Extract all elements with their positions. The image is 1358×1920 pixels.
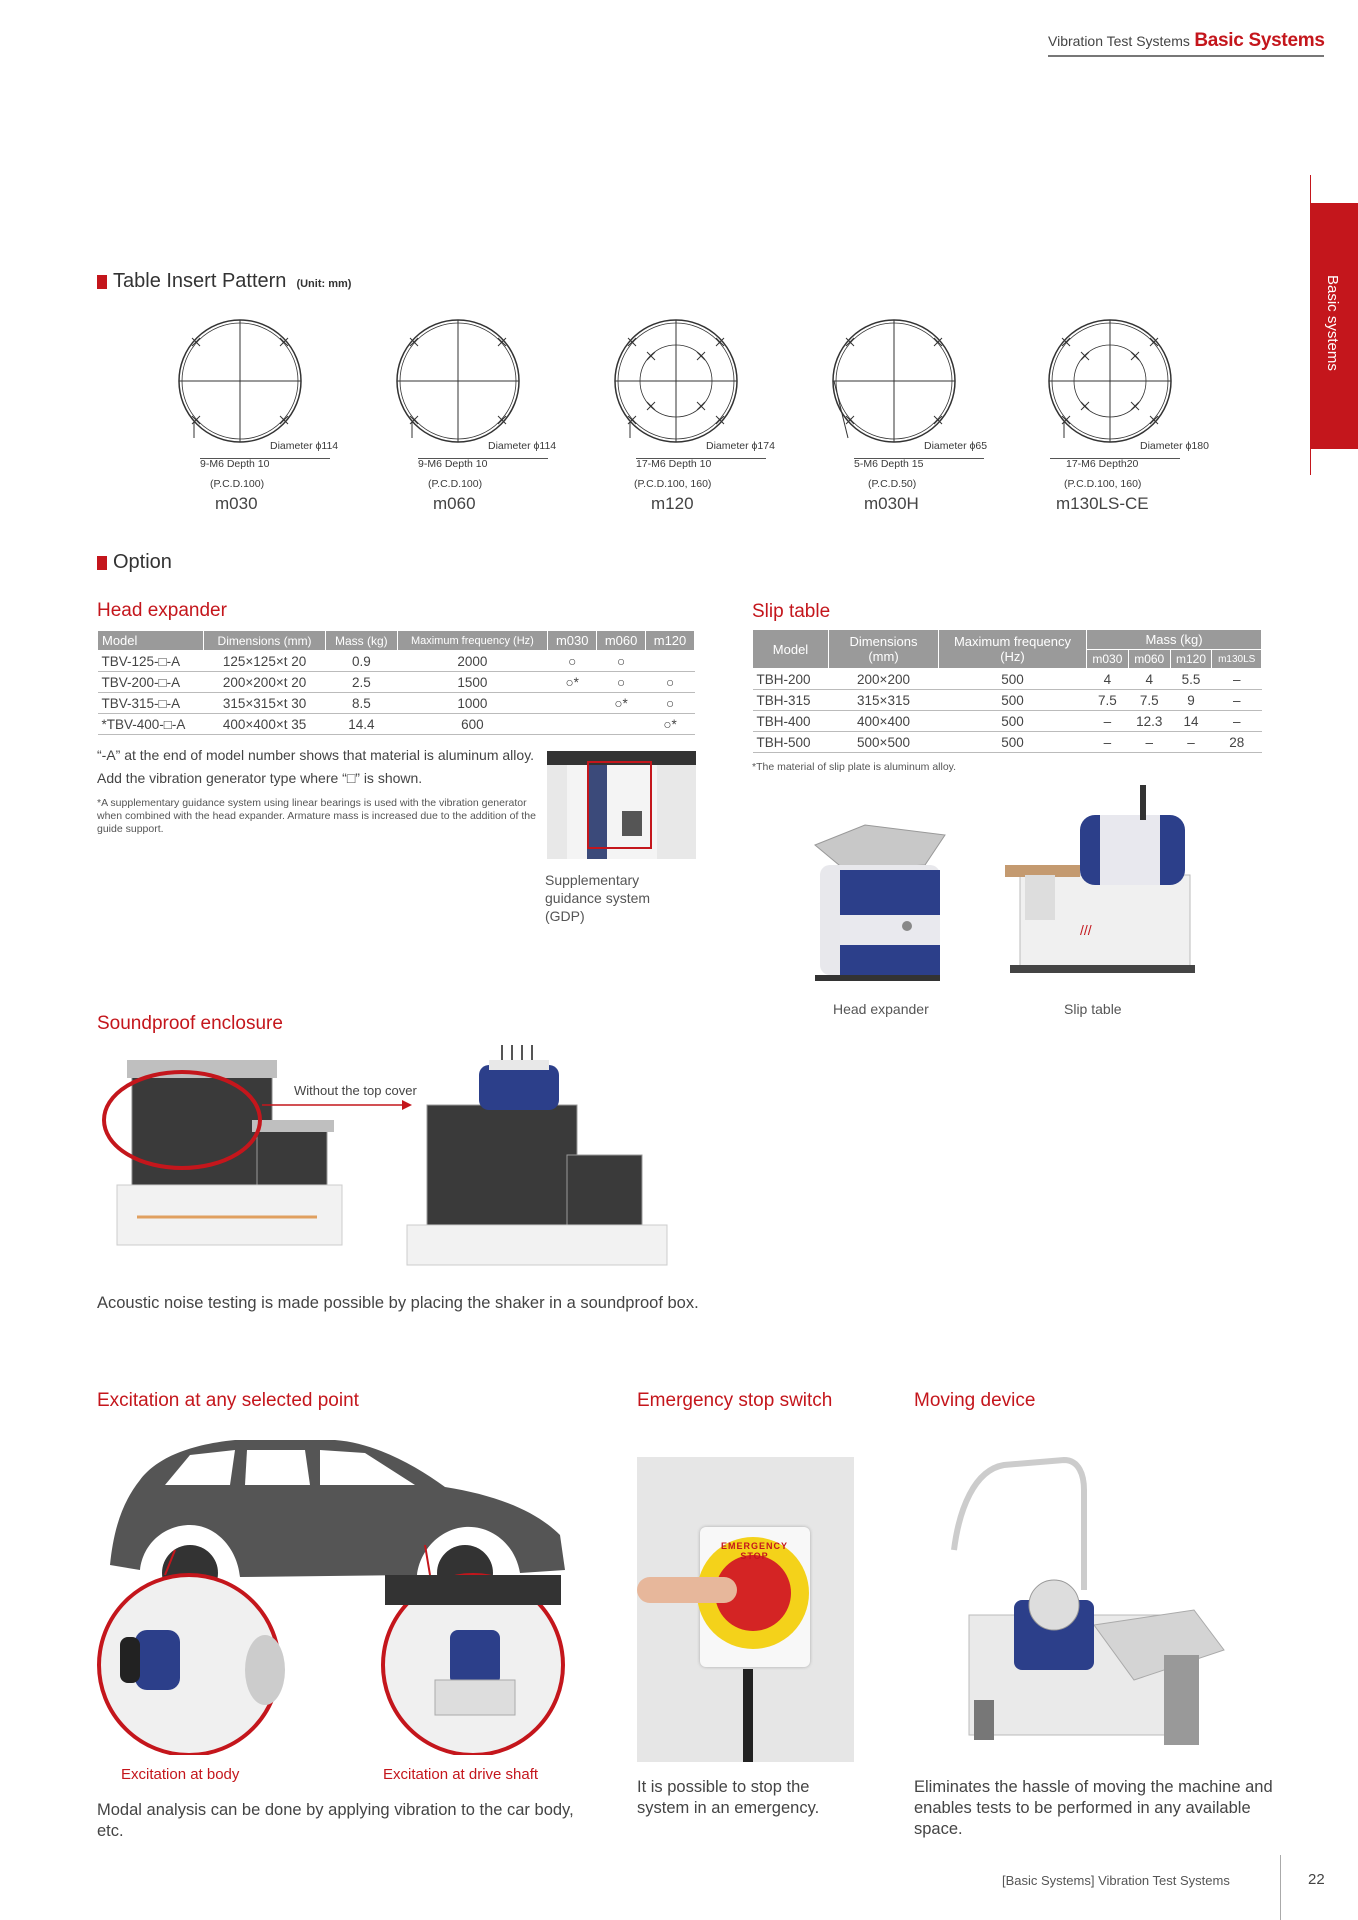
slip-table-image: [1000, 775, 1200, 990]
pattern-m120-name: m120: [651, 494, 694, 513]
cell-m030: [548, 693, 597, 714]
footer-text: [Basic Systems] Vibration Test Systems: [1002, 1873, 1230, 1888]
cell-model: TBH-315: [753, 690, 829, 711]
head-expander-title: Head expander: [97, 600, 227, 621]
cell-m120: ○*: [646, 714, 695, 735]
pattern-m130ls: [1040, 318, 1240, 518]
cell-m030: 7.5: [1087, 690, 1129, 711]
table-row: [98, 693, 695, 714]
cell-m120: 14: [1170, 711, 1212, 732]
col-m060: m060: [597, 631, 646, 651]
col-m120: m120: [1170, 650, 1212, 669]
svg-text:///: ///: [1080, 922, 1092, 938]
soundproof-image: [97, 1045, 697, 1270]
table-row: [98, 651, 695, 672]
cell-m120: –: [1170, 732, 1212, 753]
cell-m120: ○: [646, 672, 695, 693]
pattern-m060-drawing: [388, 318, 538, 448]
header-rule: [1048, 55, 1324, 57]
cell-m030: –: [1087, 732, 1129, 753]
col-mass: Mass (kg): [1087, 630, 1262, 650]
cell-dim: 125×125×t 20: [203, 651, 325, 672]
col-dimensions: Dimensions (mm): [203, 631, 325, 651]
cell-m030: 4: [1087, 669, 1129, 690]
pattern-m130ls-name: m130LS-CE: [1056, 494, 1149, 513]
moving-image: [914, 1450, 1234, 1760]
pattern-m130ls-holes: 17-M6 Depth20: [1066, 458, 1139, 470]
side-tab-label: Basic systems: [1324, 275, 1341, 371]
excitation-image: [95, 1425, 575, 1755]
cell-freq: 500: [939, 690, 1087, 711]
pattern-m030-holes: 9-M6 Depth 10: [200, 458, 270, 470]
cell-model: TBH-400: [753, 711, 829, 732]
cell-m060: ○: [597, 651, 646, 672]
cell-m060: 12.3: [1128, 711, 1170, 732]
pattern-m030h-pcd: (P.C.D.50): [868, 478, 917, 490]
head-expander-image: [805, 820, 950, 990]
emergency-label: EMERGENCY STOP: [720, 1541, 788, 1561]
cell-m030: ○*: [548, 672, 597, 693]
header-series: Vibration Test Systems: [1048, 33, 1190, 49]
cell-m130ls: –: [1212, 669, 1262, 690]
cell-freq: 2000: [397, 651, 548, 672]
col-mass: Mass (kg): [326, 631, 397, 651]
soundproof-annotation: Without the top cover: [294, 1083, 417, 1098]
cell-model: TBV-200-□-A: [98, 672, 204, 693]
pattern-m030-diameter: Diameter ϕ114: [270, 440, 339, 452]
pattern-m120-drawing: [606, 318, 756, 448]
pattern-m120-pcd: (P.C.D.100, 160): [634, 478, 712, 490]
pattern-m030h: [824, 318, 1004, 518]
pattern-m030h-drawing: [824, 318, 974, 448]
table-row: [753, 711, 1262, 732]
cell-m120: ○: [646, 693, 695, 714]
head-expander-caption: Head expander: [833, 1001, 929, 1017]
option-title-text: Option: [113, 551, 172, 573]
cell-freq: 1000: [397, 693, 548, 714]
cell-freq: 600: [397, 714, 548, 735]
table-row: [98, 672, 695, 693]
pattern-m060-name: m060: [433, 494, 476, 513]
slip-table-title: Slip table: [752, 601, 831, 622]
insert-pattern-title-text: Table Insert Pattern: [113, 270, 287, 292]
col-model: Model: [98, 631, 204, 651]
cell-m060: 7.5: [1128, 690, 1170, 711]
pattern-m130ls-drawing: [1040, 318, 1190, 448]
cell-dim: 315×315: [829, 690, 939, 711]
cell-dim: 400×400: [829, 711, 939, 732]
cell-m130ls: –: [1212, 711, 1262, 732]
col-m060: m060: [1128, 650, 1170, 669]
excitation-shaft-caption: Excitation at drive shaft: [383, 1766, 539, 1783]
pattern-m060: [388, 318, 568, 518]
table-row: [753, 732, 1262, 753]
pattern-m060-diameter: Diameter ϕ114: [488, 440, 557, 452]
soundproof-title: Soundproof enclosure: [97, 1013, 283, 1034]
excitation-text: Modal analysis can be done by applying vibration to the car body, etc.: [97, 1801, 574, 1840]
cell-mass: 8.5: [326, 693, 397, 714]
table-row: [753, 669, 1262, 690]
cell-dim: 400×400×t 35: [203, 714, 325, 735]
moving-title: Moving device: [914, 1390, 1036, 1411]
section-marker: [97, 275, 107, 289]
cell-model: TBH-200: [753, 669, 829, 690]
cell-m060: ○*: [597, 693, 646, 714]
col-m130ls: m130LS: [1212, 650, 1262, 669]
pattern-m120-holes: 17-M6 Depth 10: [636, 458, 712, 470]
cell-m060: ○: [597, 672, 646, 693]
cell-freq: 1500: [397, 672, 548, 693]
cell-m060: 4: [1128, 669, 1170, 690]
pattern-m120-diameter: Diameter ϕ174: [706, 440, 775, 452]
cell-m030: –: [1087, 711, 1129, 732]
cell-freq: 500: [939, 669, 1087, 690]
cell-freq: 500: [939, 732, 1087, 753]
cell-m130ls: –: [1212, 690, 1262, 711]
head-expander-note1: “-A” at the end of model number shows that material is aluminum alloy.: [97, 747, 535, 763]
excitation-title: Excitation at any selected point: [97, 1390, 359, 1411]
cell-model: TBH-500: [753, 732, 829, 753]
pattern-m030: [170, 318, 350, 518]
table-row: [98, 714, 695, 735]
cell-freq: 500: [939, 711, 1087, 732]
cell-model: *TBV-400-□-A: [98, 714, 204, 735]
cell-m120: 9: [1170, 690, 1212, 711]
cell-m030: ○: [548, 651, 597, 672]
insert-pattern-title: [97, 270, 351, 293]
pattern-m030-drawing: [170, 318, 320, 448]
gdp-caption: Supplementary guidance system (GDP): [545, 872, 651, 924]
col-m030: m030: [548, 631, 597, 651]
moving-text: Eliminates the hassle of moving the machine and enables tests to be performed in any available space.: [914, 1778, 1273, 1838]
cell-dim: 500×500: [829, 732, 939, 753]
slip-table-table: [752, 629, 1262, 753]
head-expander-footnote: *A supplementary guidance system using linear bearings is used with the vibration generator when combined with the head expander. Armature mass is increased due to the addition of the guide support.: [97, 797, 536, 835]
pattern-m060-pcd: (P.C.D.100): [428, 478, 483, 490]
table-row: [753, 690, 1262, 711]
slip-table-note: *The material of slip plate is aluminum alloy.: [752, 761, 957, 773]
col-model: Model: [753, 630, 829, 669]
cell-m060: –: [1128, 732, 1170, 753]
cell-model: TBV-125-□-A: [98, 651, 204, 672]
cell-dim: 200×200: [829, 669, 939, 690]
pattern-m030-name: m030: [215, 494, 258, 513]
footer-divider: [1280, 1855, 1281, 1920]
pattern-m120: [606, 318, 786, 518]
pattern-m030h-name: m030H: [864, 494, 919, 513]
cell-mass: 0.9: [326, 651, 397, 672]
page-number: 22: [1308, 1871, 1325, 1888]
emergency-image: [637, 1457, 854, 1762]
pattern-m060-holes: 9-M6 Depth 10: [418, 458, 488, 470]
soundproof-text: Acoustic noise testing is made possible by placing the shaker in a soundproof box.: [97, 1294, 699, 1312]
slip-table-caption: Slip table: [1064, 1001, 1122, 1017]
pattern-m030h-diameter: Diameter ϕ65: [924, 440, 988, 452]
insert-pattern-unit: (Unit: mm): [296, 277, 352, 290]
emergency-text: It is possible to stop the system in an emergency.: [637, 1778, 820, 1817]
cell-mass: 2.5: [326, 672, 397, 693]
col-frequency: Maximum frequency (Hz): [939, 630, 1087, 669]
col-m030: m030: [1087, 650, 1129, 669]
cell-m060: [597, 714, 646, 735]
cell-m030: [548, 714, 597, 735]
pattern-m030-pcd: (P.C.D.100): [210, 478, 265, 490]
cell-m120: 5.5: [1170, 669, 1212, 690]
pattern-m130ls-pcd: (P.C.D.100, 160): [1064, 478, 1142, 490]
option-title: [97, 551, 172, 574]
pattern-m130ls-diameter: Diameter ϕ180: [1140, 440, 1209, 452]
cell-model: TBV-315-□-A: [98, 693, 204, 714]
section-marker: [97, 556, 107, 570]
col-m120: m120: [646, 631, 695, 651]
col-frequency: Maximum frequency (Hz): [397, 631, 548, 651]
emergency-title: Emergency stop switch: [637, 1390, 833, 1411]
pattern-m030h-holes: 5-M6 Depth 15: [854, 458, 924, 470]
excitation-body-caption: Excitation at body: [121, 1766, 240, 1783]
gdp-image: [547, 751, 696, 859]
page-header: [1048, 30, 1325, 52]
cell-dim: 200×200×t 20: [203, 672, 325, 693]
cell-mass: 14.4: [326, 714, 397, 735]
head-expander-note2: Add the vibration generator type where “□” is shown.: [97, 770, 423, 786]
cell-m130ls: 28: [1212, 732, 1262, 753]
col-dimensions: Dimensions (mm): [829, 630, 939, 669]
cell-dim: 315×315×t 30: [203, 693, 325, 714]
header-section: Basic Systems: [1194, 30, 1325, 51]
head-expander-table: [97, 630, 695, 735]
cell-m120: [646, 651, 695, 672]
side-tab: [1311, 203, 1358, 449]
